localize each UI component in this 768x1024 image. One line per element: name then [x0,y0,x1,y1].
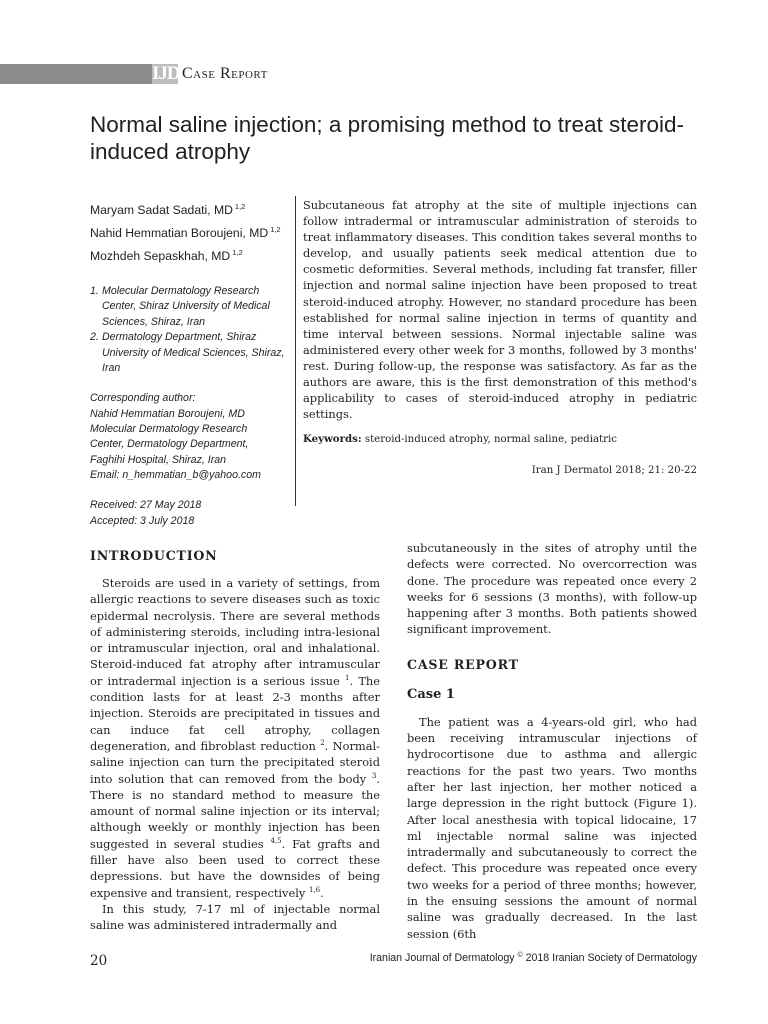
abstract: Subcutaneous fat atrophy at the site of multiple injections can follow intradermal or intramuscular administration of steroids to treat inflammatory diseases. This condition takes several months to develop, and usually patients seek medical attention due to cosmetic deformities. Several methods, including fat transfer, filler injection and normal saline injection have been proposed to treat steroid-induced atrophy. However, no standard procedure has been established for normal saline injection in terms of quantity and time interval between sessions. Normal injectable saline was administered every other week for 3 months, followed by 3 months' rest. During follow-up, the response was satisfactory. As far as the authors are aware, this is the first demonstration of this method's applicability to cases of steroid-induced atrophy in pediatric settings. [303,198,697,422]
author: Maryam Sadat Sadati, MD $^{1,2}$ [90,202,246,217]
introduction-paragraph: In this study, 7-17 ml of injectable normal saline was administered intradermally and [90,901,380,933]
author: Nahid Hemmatian Boroujeni, MD $^{1,2}$ [90,225,281,240]
introduction-heading: INTRODUCTION [90,548,218,563]
case1-heading: Case 1 [407,686,455,702]
article-title: Normal saline injection; a promising method to treat steroid-induced atrophy [90,112,685,164]
affiliations [90,284,286,376]
case1-paragraph: The patient was a 4-years-old girl, who had been receiving intramuscular injections of hydrocortisone due to asthma and allergic reactions for the past two years. Two months after her last injection, her mother noticed a large depression in the right buttock (Figure 1). After local anesthesia with topical lidocaine, 17 ml injectable normal saline was injected intradermally and subcutaneously to correct the defect. This procedure was repeated once every two weeks for a period of three months; however, in the ensuing sessions the amount of normal saline was gradually decreased. In the last session (6th [407,714,697,941]
email-link[interactable]: Email: n_hemmatian_b@yahoo.com [90,468,261,481]
keywords: Keywords: steroid-induced atrophy, normal saline, pediatric [303,433,617,445]
page-number: 20 [90,953,108,969]
author-info [90,197,286,529]
affiliation: 1. Molecular Dermatology Research Center, Shiraz University of Medical Sciences, Shiraz, Iran [90,285,270,328]
continued-paragraph: subcutaneously in the sites of atrophy until the defects were corrected. No overcorrection was done. The procedure was repeated once every 2 weeks for 6 sessions (3 months), with follow-up happening after 3 months. Both patients showed significant improvement. [407,541,697,637]
introduction-paragraph: Steroids are used in a variety of settings, from allergic reactions to severe diseases such as toxic epidermal necrolysis. There are several methods of administering steroids, including intra-lesional or intramuscular injection, oral and inhalational. Steroid-induced fat atrophy after intramuscular or intradermal injection is a serious issue $^1$. The condition lasts for at least 2-3 months after injection. Steroids are precipitated in tissues and can induce fat cell atrophy, collagen degeneration, and fibroblast reduction $^2$. Normal-saline injection can turn the precipitated steroid into solution that can removed from the body $^3$. There is no standard method to measure the amount of normal saline injection or its interval; although weekly or monthly injection has been suggested in several studies $^{4,5}$. Fat grafts and filler have also been used to correct these depressions. but have the downsides of being expensive and transient, respectively $^{1,6}$. [90,576,380,900]
header-bar [0,64,152,84]
affiliation: 2. Dermatology Department, Shiraz University of Medical Sciences, Shiraz, Iran [90,331,285,375]
author: Mozhdeh Sepaskhah, MD $^{1,2}$ [90,248,243,263]
journal-logo: IJD [152,63,180,84]
citation: Iran J Dermatol 2018; 21: 20-22 [531,465,697,476]
body-column-right [407,540,697,942]
footer-journal: Iranian Journal of Dermatology © 2018 Iranian Society of Dermatology [369,952,697,964]
received-date: Received: 27 May 2018 [90,499,202,512]
accepted-date: Accepted: 3 July 2018 [90,514,195,527]
corresponding-author: Corresponding author: Nahid Hemmatian Boroujeni, MD Molecular Dermatology Research Center, Dermatology Department, Faghihi Hospital, Shiraz, Iran Email: n_hemmatian_b@yahoo.com [90,391,286,483]
section-label: Case Report [182,65,268,82]
case-report-heading: CASE REPORT [407,656,519,672]
column-divider [295,196,296,506]
body-column-left [90,547,380,934]
dates [90,498,286,529]
